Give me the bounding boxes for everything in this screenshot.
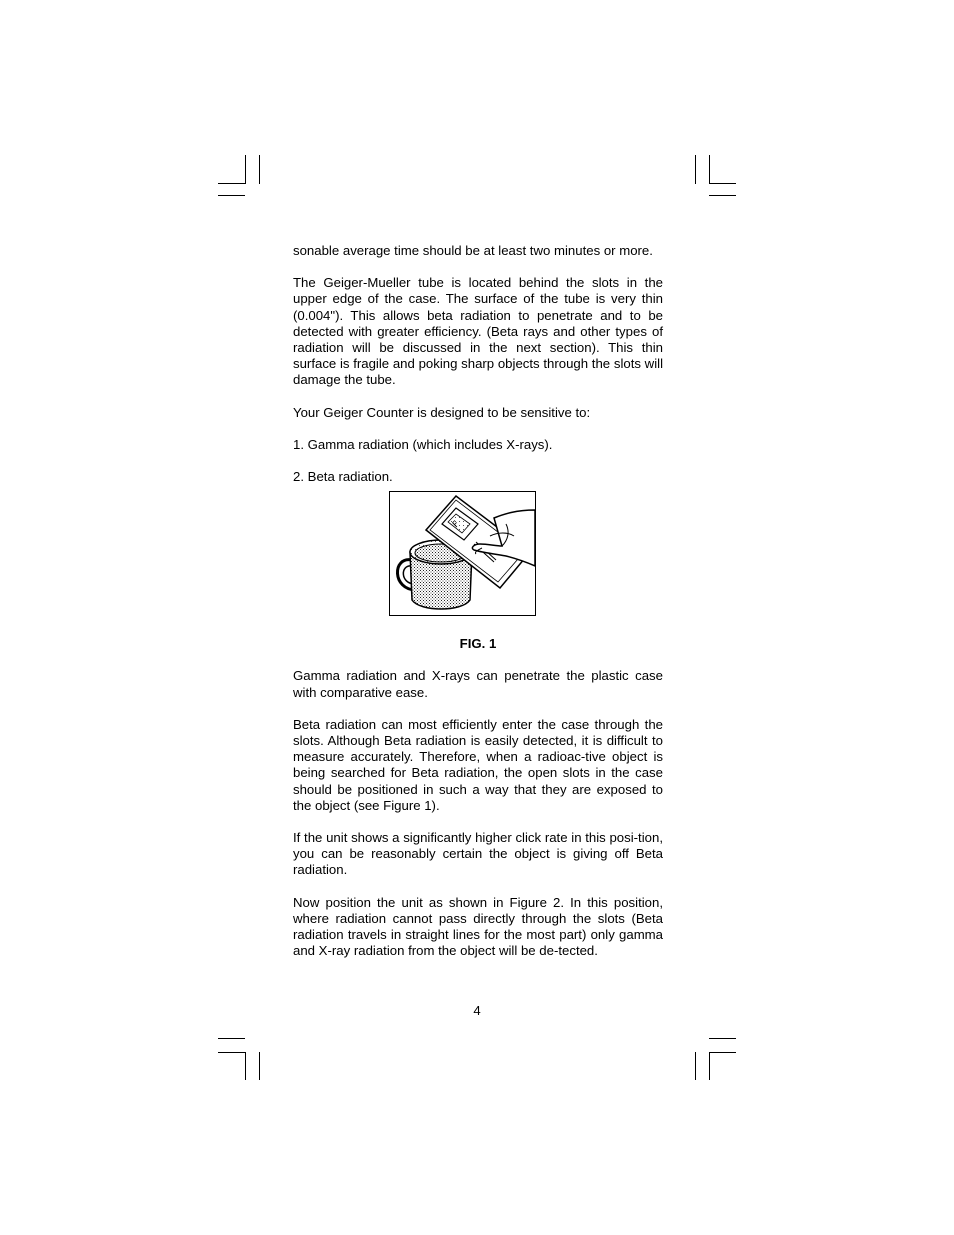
page-number: 4 bbox=[473, 1003, 481, 1018]
crop-mark bbox=[709, 1052, 710, 1080]
crop-mark bbox=[709, 195, 736, 196]
crop-mark bbox=[709, 1038, 736, 1039]
crop-mark bbox=[218, 1038, 245, 1039]
crop-mark bbox=[245, 1052, 246, 1080]
figure-caption: FIG. 1 bbox=[459, 636, 497, 652]
paragraph: sonable average time should be at least two minutes or more. bbox=[293, 243, 653, 258]
geiger-counter-mug-illustration bbox=[390, 492, 535, 615]
paragraph: Gamma radiation and X-rays can penetrate the plastic case with comparative ease. bbox=[293, 668, 663, 700]
crop-mark bbox=[245, 155, 246, 184]
svg-text:F: F bbox=[451, 519, 462, 531]
list-item: 2. Beta radiation. bbox=[293, 469, 393, 485]
crop-mark bbox=[218, 1052, 245, 1053]
paragraph: Now position the unit as shown in Figure 2. In this position, where radiation cannot pass directly through the slots (Beta radiation travels in straight lines for the most part) only gamma and X-ray radiation from the object will be de-tected. bbox=[293, 894, 663, 959]
crop-mark bbox=[709, 183, 736, 184]
crop-mark bbox=[709, 155, 710, 184]
paragraph: Beta radiation can most efficiently enter the case through the slots. Although Beta radiation is easily detected, it is difficult to measure accurately. Therefore, when a radioac-tive object is being searched for Beta radiation, the open slots in the case should be positioned in such a way that they are exposed to the object (see Figure 1). bbox=[293, 716, 663, 813]
crop-mark bbox=[695, 1052, 696, 1080]
crop-mark bbox=[709, 1052, 736, 1053]
figure-illustration bbox=[389, 491, 536, 616]
crop-mark bbox=[695, 155, 696, 184]
page-body bbox=[293, 243, 663, 959]
crop-mark bbox=[259, 1052, 260, 1080]
list-item: 1. Gamma radiation (which includes X-rays). bbox=[293, 436, 553, 452]
paragraph: Your Geiger Counter is designed to be sensitive to: bbox=[293, 404, 591, 420]
crop-mark bbox=[218, 195, 245, 196]
crop-mark bbox=[259, 155, 260, 184]
crop-mark bbox=[218, 183, 245, 184]
paragraph: The Geiger-Mueller tube is located behind the slots in the upper edge of the case. The surface of the tube is very thin (0.004"). This allows beta radiation to penetrate and to be detected with greater efficiency. (Beta rays and other types of radiation will be discussed in the next section). This thin surface is fragile and poking sharp objects through the slots will damage the tube. bbox=[293, 275, 663, 388]
paragraph: If the unit shows a significantly higher click rate in this posi-tion, you can be reasonably certain the object is giving off Beta radiation. bbox=[293, 830, 663, 878]
